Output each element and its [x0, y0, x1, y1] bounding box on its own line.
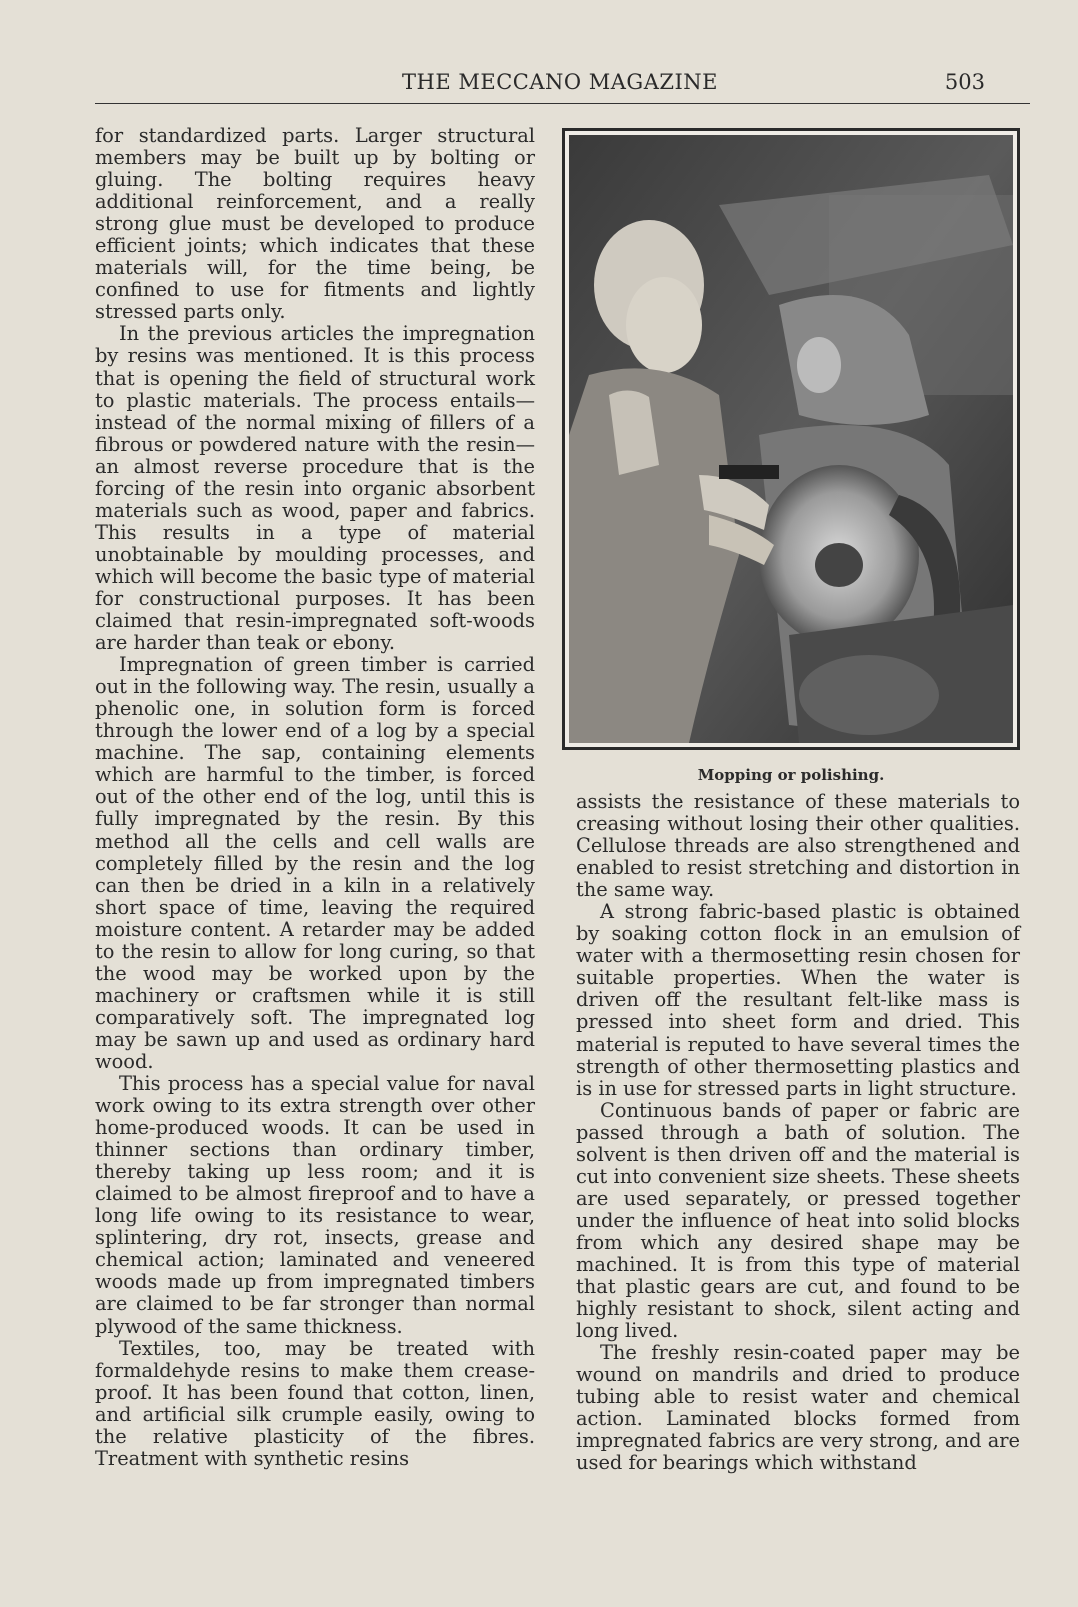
header-rule	[95, 103, 1030, 104]
left-column	[95, 125, 535, 1470]
paragraph: This process has a special value for naval work owing to its extra strength over other home-produced woods. It can be used in thinner sections than ordinary timber, thereby taking up less room; and it is claimed to be almost fireproof and to have a long life owing to its resistance to wear, splintering, dry rot, insects, grease and chemical action; laminated and veneered woods made up from impregnated timbers are claimed to be far stronger than normal plywood of the same thickness.	[95, 1072, 535, 1338]
page-number: 503	[944, 70, 985, 94]
right-column	[576, 791, 1020, 1474]
paragraph: The freshly resin-coated paper may be wound on mandrils and dried to produce tubing able to resist water and chemical action. Laminated blocks formed from impregnated fabrics are very strong, and are used for bearings which withstand	[576, 1341, 1020, 1475]
paragraph: A strong fabric-based plastic is obtained by soaking cotton flock in an emulsion of water with a thermosetting resin chosen for suitable properties. When the water is driven off the resultant felt-like mass is pressed into sheet form and dried. This material is reputed to have several times the strength of other thermosetting plastics and is in use for stressed parts in light structure.	[576, 900, 1020, 1100]
polishing-photo	[569, 135, 1013, 743]
photo-caption: Mopping or polishing.	[697, 766, 885, 784]
paragraph: for standardized parts. Larger structural members may be built up by bolting or gluing. The bolting requires heavy additional reinforcement, and a really strong glue must be developed to produce efficient joints; which indicates that these materials will, for the time being, be confined to use for fitments and lightly stressed parts only.	[95, 124, 535, 324]
masthead-title: THE MECCANO MAGAZINE	[402, 70, 718, 94]
paragraph: Impregnation of green timber is carried out in the following way. The resin, usually a phenolic one, in solution form is forced through the lower end of a log by a special machine. The sap, containing elements which are harmful to the timber, is forced out of the other end of the log, until this is fully impregnated by the resin. By this method all the cells and cell walls are completely filled by the resin and the log can then be dried in a kiln in a relatively short space of time, leaving the required moisture content. A retarder may be added to the resin to allow for long curing, so that the wood may be worked upon by the machinery or craftsmen while it is still comparatively soft. The impregnated log may be sawn up and used as ordinary hard wood.	[95, 653, 535, 1073]
paragraph: Continuous bands of paper or fabric are passed through a bath of solution. The solvent is then driven off and the material is cut into convenient size sheets. These sheets are used separately, or pressed together under the influence of heat into solid blocks from which any desired shape may be machined. It is from this type of material that plastic gears are cut, and found to be highly resistant to shock, silent acting and long lived.	[576, 1098, 1020, 1343]
page-header	[95, 70, 1025, 104]
paragraph: Textiles, too, may be treated with formaldehyde resins to make them crease-proof. It has been found that cotton, linen, and artificial silk crumple easily, owing to the relative plasticity of the fibres. Treatment with synthetic resins	[95, 1336, 535, 1470]
paragraph: assists the resistance of these materials to creasing without losing their other qualities. Cellulose threads are also strengthened and enabled to resist stretching and distortion in the same way.	[576, 790, 1020, 902]
photograph-frame	[562, 128, 1020, 750]
paragraph: In the previous articles the impregnation by resins was mentioned. It is this process that is opening the field of structural work to plastic materials. The process entails—instead of the normal mixing of fillers of a fibrous or powdered nature with the resin—an almost reverse procedure that is the forcing of the resin into organic absorbent materials such as wood, paper and fabrics. This results in a type of material unobtainable by moulding processes, and which will become the basic type of material for constructional purposes. It has been claimed that resin-impregnated soft-woods are harder than teak or ebony.	[95, 322, 535, 655]
